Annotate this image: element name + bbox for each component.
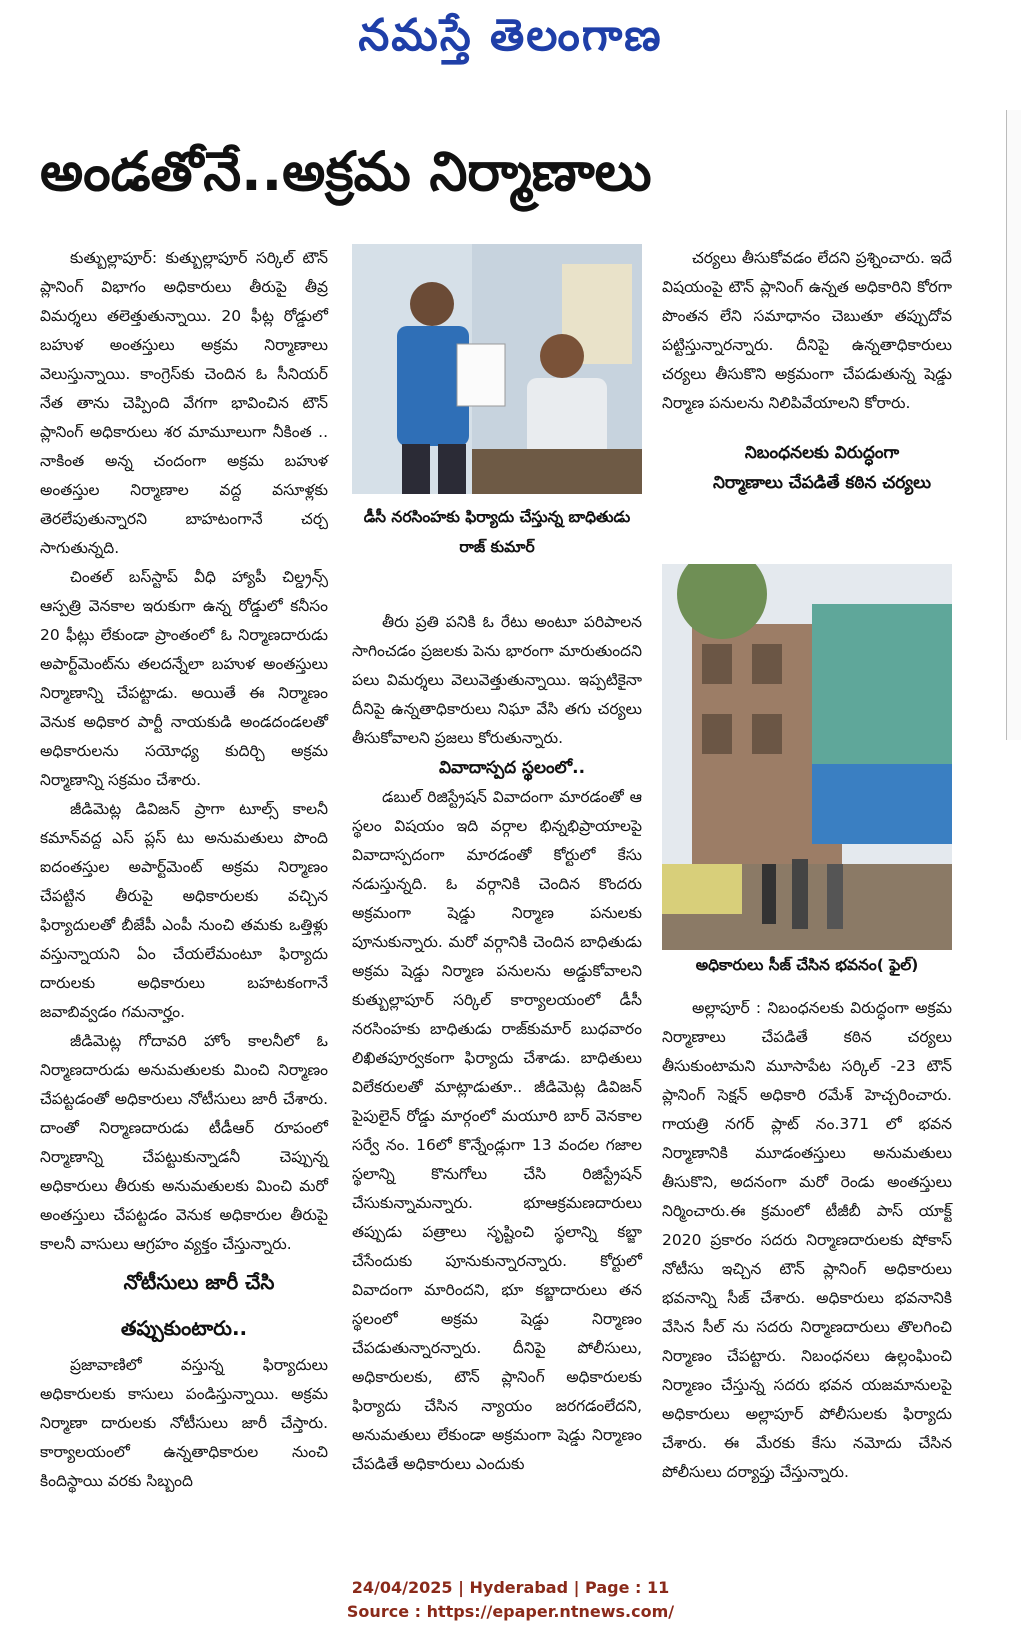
- seized-building-illustration: [662, 564, 952, 950]
- footer-source-line: Source : https://epaper.ntnews.com/: [346, 1602, 675, 1621]
- footer-date-line: 24/04/2025 | Hyderabad | Page : 11: [351, 1578, 670, 1597]
- col3-subheading-line-1: నిబంధనలకు విరుద్ధంగా: [744, 443, 900, 463]
- article-column-3-continued: [662, 994, 952, 1487]
- photo-caption-2: అధికారులు సీజ్‌ చేసిన భవనం( ఫైల్‌): [695, 956, 919, 974]
- col1-subheading: నోటీసులు జారీ చేసి తప్పుకుంటారు..: [120, 1270, 275, 1340]
- newspaper-masthead: నమస్తే తెలంగాణ: [358, 10, 663, 61]
- col1-paragraph-4: జీడిమెట్ల గోదావరి హోం కాలనీలో ఓ నిర్మాణదారుడు అనుమతులకు మించి నిర్మాణం చేపట్టడంతో అధికారులు నోటీసులు జారీ చేశారు. దాంతో నిర్మాణదారుడు టీడీఆర్‌ రూపంలో నిర్మాణాన్ని చేపట్టుకున్నాడనీ చెప్పున్న అధికారులు తీరుకు అనుమతులకు మించి మరో అంతస్తులు చేపట్టడం వెనుక అధికారుల తీరుపై కాలనీ వాసులు ఆగ్రహం వ్యక్తం చేస్తున్నారు.: [40, 1032, 328, 1253]
- col3-subheading-line-2: నిర్మాణాలు చేపడితే కఠిన చర్యలు: [712, 473, 932, 493]
- col2-subheading: వివాదాస్పద స్థలంలో..: [438, 758, 586, 778]
- col1-paragraph-5: ప్రజావాణిలో వస్తున్న ఫిర్యాదులు అధికారులకు కాసులు పండిస్తున్నాయి. అక్రమ నిర్మాణా దారులకు నోటీసులు జారీ చేస్తారు. కార్యాలయంలో ఉన్నతాధికారుల నుంచి కిందిస్థాయి వరకు సిబ్బంది: [40, 1356, 328, 1490]
- complaint-photo-illustration: [352, 244, 642, 494]
- adjacent-article-edge: [1006, 110, 1021, 740]
- col1-paragraph-2: చింతల్‌ బస్‌స్టాప్‌ వీధి హ్యాపీ చిల్డ్రన్స్‌ ఆస్పత్రి వెనకాల ఇరుకుగా ఉన్న రోడ్డులో కనీసం 20 ఫీట్లు లేకుండా ప్రాంతంలో ఓ నిర్మాణదారుడు అపార్ట్‌మెంట్‌ను తలదన్నేలా బహుళ అంతస్తులు నిర్మాణాన్ని చేపట్టాడు. అయితే ఈ నిర్మాణం వెనుక అధికార పార్టీ నాయకుడి అండదండలతో అధికారులను సయోధ్య కుదిర్చి అక్రమ నిర్మాణాన్ని సక్రమం చేశారు.: [40, 568, 328, 789]
- col1-paragraph-1: కుత్బుల్లాపూర్‌: కుత్బుల్లాపూర్‌ సర్కిల్‌ టౌన్‌ ప్లానింగ్‌ విభాగం అధికారులు తీరుపై తీవ్ర విమర్శలు తలెత్తుతున్నాయి. 20 ఫీట్ల రోడ్డులో బహుళ అంతస్తులు అక్రమ నిర్మాణాలు వెలుస్తున్నాయి. కాంగ్రెస్‌కు చెందిన ఓ సీనియర్‌ నేత తాను చెప్పింది వేగగా భావించిన టౌన్‌ ప్లానింగ్‌ అధికారులు శర మామూలుగా నీకింత .. నాకింత అన్న చందంగా అక్రమ బహుళ అంతస్తుల నిర్మాణాల వద్ద వసూళ్లకు తెరలేపుతున్నారని బాహటంగానే చర్చ సాగుతున్నది.: [40, 249, 328, 557]
- photo-caption-1: డీసీ నరసింహకు ఫిర్యాదు చేస్తున్న బాధితుడు రాజ్‌ కుమార్‌: [363, 508, 631, 556]
- article-headline: అండతోనే..అక్రమ నిర్మాణాలు: [40, 140, 652, 203]
- seized-building-photo: [662, 564, 952, 950]
- complaint-photo: [352, 244, 642, 494]
- article-column-3: [662, 244, 952, 498]
- col1-paragraph-3: జీడిమెట్ల డివిజన్‌ ప్రాగా టూల్స్‌ కాలనీ కమాన్‌వద్ద ఎస్‌ ప్లస్‌ టు అనుమతులు పొంది ఐదంతస్తుల అపార్ట్‌మెంట్‌ అక్రమ నిర్మాణం చేపట్టిన తీరుపై అధికారులకు వచ్చిన ఫిర్యాదులతో బీజేపీ ఎంపీ నుంచి తమకు ఒత్తిళ్లు వస్తున్నాయని ఏం చేయలేమంటూ ఫిర్యాదు దారులకు అధికారులు బహటకంగానే జవాబివ్వడం గమనార్హం.: [40, 800, 328, 1021]
- col2-paragraph-2: డబుల్‌ రిజిస్ట్రేషన్‌ వివాదంగా మారడంతో ఆ స్థలం విషయం ఇది వర్గాల భిన్నభిప్రాయాలపై వివాదాస్పదంగా మారడంతో కోర్టులో కేసు నడుస్తున్నది. ఓ వర్గానికి చెందిన కొందరు అక్రమంగా షెడ్డు నిర్మాణ పనులకు పూనుకున్నారు. మరో వర్గానికి చెందిన బాధితుడు అక్రమ షెడ్డు నిర్మాణ పనులను అడ్డుకోవాలని కుత్బుల్లాపూర్‌ సర్కిల్‌ కార్యాలయంలో డీసీ నరసింహకు బాధితుడు రాజ్‌కుమార్‌ బుధవారం లిఖితపూర్వకంగా ఫిర్యాదు చేశాడు. బాధితులు విలేకరులతో మాట్లాడుతూ.. జీడిమెట్ల డివిజన్‌ పైపులైన్‌ రోడ్డు మార్గంలో మయూరి బార్‌ వెనకాల సర్వే నం. 16లో కొన్నేండ్లుగా 13 వందల గజాల స్థలాన్ని కొనుగోలు చేసి రిజిస్ట్రేషన్‌ చేసుకున్నామన్నారు. భూఆక్రమణదారులు తప్పుడు పత్రాలు సృష్టించి స్థలాన్ని కబ్జా చేసేందుకు పూనుకున్నారన్నారు. కోర్టులో వివాదంగా మారిందని, భూ కబ్జాదారులు తన స్థలంలో అక్రమ షెడ్డు నిర్మాణం చేపడుతున్నారన్నారు. దీనిపై పోలీసులు, అధికారులకు, టౌన్‌ ప్లానింగ్‌ అధికారులకు ఫిర్యాదు చేసిన న్యాయం జరగడంలేదని, అనుమతులు లేకుండా అక్రమంగా షెడ్డు నిర్మాణం చేపడితే అధికారులు ఎందుకు: [352, 788, 642, 1473]
- article-column-2: [352, 608, 642, 1479]
- col3-paragraph-2: అల్లాపూర్‌ : నిబంధనలకు విరుద్ధంగా అక్రమ నిర్మాణాలు చేపడితే కఠిన చర్యలు తీసుకుంటామని మూసాపేట సర్కిల్‌ -23 టౌన్‌ ప్లానింగ్‌ సెక్షన్‌ అధికారి రమేశ్‌ హెచ్చరించారు. గాయత్రి నగర్‌ ప్లాట్‌ నం.371 లో భవన నిర్మాణానికి మూడంతస్తులు అనుమతులు తీసుకొని, అదనంగా మరో రెండు అంతస్తులు నిర్మించారు.ఈ క్రమంలో టీజీబీ పాస్‌ యాక్ట్‌ 2020 ప్రకారం సదరు నిర్మాణదారులకు షోకాస్‌ నోటీసు ఇచ్చిన టౌన్‌ ప్లానింగ్‌ అధికారులు భవనాన్ని సీజ్‌ చేశారు. అధికారులు భవనానికి వేసిన సీల్‌ ను సదరు నిర్మాణదారులు తొలగించి నిర్మాణం చేపట్టారు. నిబంధనలు ఉల్లంఘించి నిర్మాణం చేస్తున్న సదరు భవన యజమానులపై అధికారులు అల్లాపూర్‌ పోలీసులకు ఫిర్యాదు చేశారు. ఈ మేరకు కేసు నమోదు చేసిన పోలీసులు దర్యాప్తు చేస్తున్నారు.: [662, 999, 952, 1481]
- article-column-1: [40, 244, 328, 1496]
- col2-paragraph-1: తీరు ప్రతి పనికి ఓ రేటు అంటూ పరిపాలన సాగించడం ప్రజలకు పెను భారంగా మారుతుందని పలు విమర్శలు వెలువెత్తుతున్నాయి. ఇప్పటికైనా దీనిపై ఉన్నతాధికారులు నిఘా వేసి తగు చర్యలు తీసుకోవాలని ప్రజలు కోరుతున్నారు.: [352, 613, 642, 747]
- col3-paragraph-1: చర్యలు తీసుకోవడం లేదని ప్రశ్నించారు. ఇదే విషయంపై టౌన్‌ ప్లానింగ్‌ ఉన్నత అధికారిని కోరగా పొంతన లేని సమాధానం చెబుతూ తప్పుదోవ పట్టిస్తున్నారన్నారు. దీనిపై ఉన్నతాధికారులు చర్యలు తీసుకొని అక్రమంగా చేపడుతున్న షెడ్డు నిర్మాణ పనులను నిలిపివేయాలని కోరారు.: [662, 249, 952, 412]
